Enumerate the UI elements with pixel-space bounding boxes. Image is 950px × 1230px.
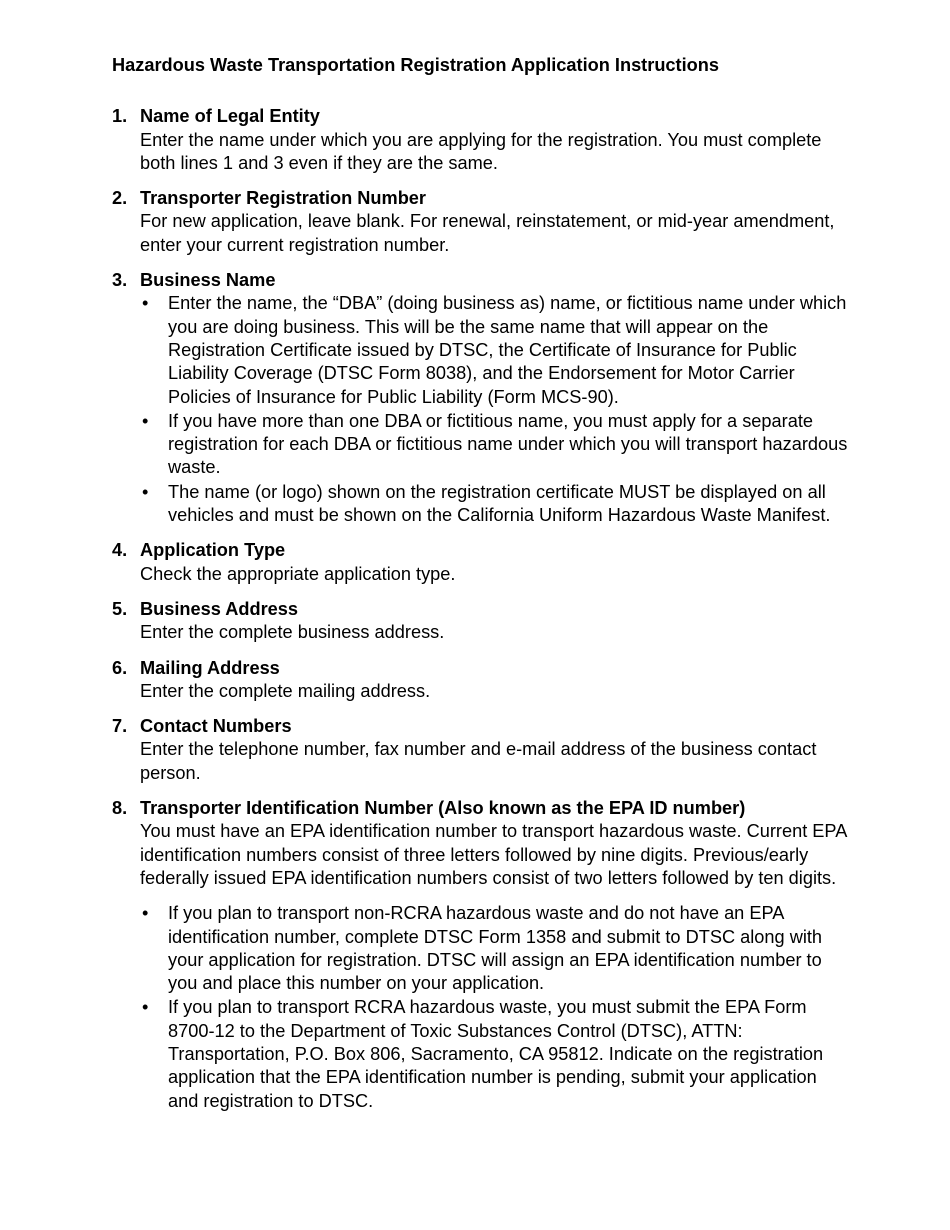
section-number: 5. [112, 598, 128, 619]
section-number: 6. [112, 657, 128, 678]
section-heading: Application Type [140, 540, 286, 561]
section-body: Check the appropriate application type. [140, 563, 456, 584]
bullet-icon: • [142, 410, 149, 431]
list-item-text: Enter the name, the “DBA” (doing business as) name, or fictitious name under which you are doing business. This will be the same name that will appear on the Registration Certificate issued by DTSC, the Certificate of Insurance for Public Liability Coverage (DTSC Form 8038), and the Endorsement for Motor Carrier Policies of Insurance for Public Liability (Form MCS-90). [168, 293, 847, 407]
section-body: For new application, leave blank. For renewal, reinstatement, or mid-year amendment, enter your current registration number. [140, 211, 835, 255]
section-body: Enter the complete business address. [140, 622, 445, 643]
section-number: 2. [112, 188, 128, 209]
section-transporter-identification-number [112, 797, 852, 1113]
document-page [112, 54, 852, 1125]
section-business-name [112, 269, 852, 527]
list-item [140, 292, 852, 408]
list-item-text: If you plan to transport non-RCRA hazardous waste and do not have an EPA identification number, complete DTSC Form 1358 and submit to DTSC along with your application for registration. DTSC will assign an EPA identification number to you and place this number on your application. [168, 903, 823, 994]
list-item [140, 410, 852, 480]
section-number: 8. [112, 798, 128, 819]
bullet-icon: • [142, 481, 149, 502]
section-body: Enter the telephone number, fax number and e-mail address of the business contact person. [140, 739, 817, 783]
section-business-address [112, 598, 852, 645]
section-number: 7. [112, 716, 128, 737]
section-heading: Transporter Identification Number (Also known as the EPA ID number) [140, 798, 746, 819]
list-item [140, 481, 852, 528]
list-item-text: The name (or logo) shown on the registration certificate MUST be displayed on all vehicles and must be shown on the California Uniform Hazardous Waste Manifest. [168, 481, 831, 526]
section-body: Enter the complete mailing address. [140, 680, 431, 701]
section-heading: Contact Numbers [140, 716, 292, 737]
list-item-text: If you have more than one DBA or fictitious name, you must apply for a separate registration for each DBA or fictitious name under which you will transport hazardous waste. [168, 410, 848, 478]
section-contact-numbers [112, 715, 852, 785]
section-heading: Business Address [140, 598, 299, 619]
section-number: 1. [112, 106, 128, 127]
section-mailing-address [112, 657, 852, 704]
section-body: You must have an EPA identification number to transport hazardous waste. Current EPA identification numbers consist of three letters followed by nine digits. Previous/early federally issued EPA identification numbers consist of two letters followed by ten digits. [140, 821, 847, 888]
section-heading: Transporter Registration Number [140, 188, 426, 209]
section-body: Enter the name under which you are applying for the registration. You must complete both lines 1 and 3 even if they are the same. [140, 129, 822, 173]
list-item-text: If you plan to transport RCRA hazardous waste, you must submit the EPA Form 8700-12 to the Department of Toxic Substances Control (DTSC), ATTN: Transportation, P.O. Box 806, Sacramento, CA 95812. Indicate on the registration application that the EPA identification number is pending, submit your application and registration to DTSC. [168, 997, 824, 1111]
section-heading: Business Name [140, 270, 276, 291]
section-number: 4. [112, 540, 128, 561]
bullet-icon: • [142, 997, 149, 1018]
list-item [140, 996, 852, 1112]
section-heading: Mailing Address [140, 657, 280, 678]
bullet-list [140, 902, 852, 1113]
section-transporter-registration-number [112, 187, 852, 257]
section-number: 3. [112, 270, 128, 291]
bullet-icon: • [142, 293, 149, 314]
section-application-type [112, 539, 852, 586]
bullet-icon: • [142, 903, 149, 924]
list-item [140, 902, 852, 995]
document-title: Hazardous Waste Transportation Registration Application Instructions [112, 55, 719, 75]
section-heading: Name of Legal Entity [140, 106, 320, 127]
section-name-of-legal-entity [112, 105, 852, 175]
bullet-list [140, 292, 852, 527]
